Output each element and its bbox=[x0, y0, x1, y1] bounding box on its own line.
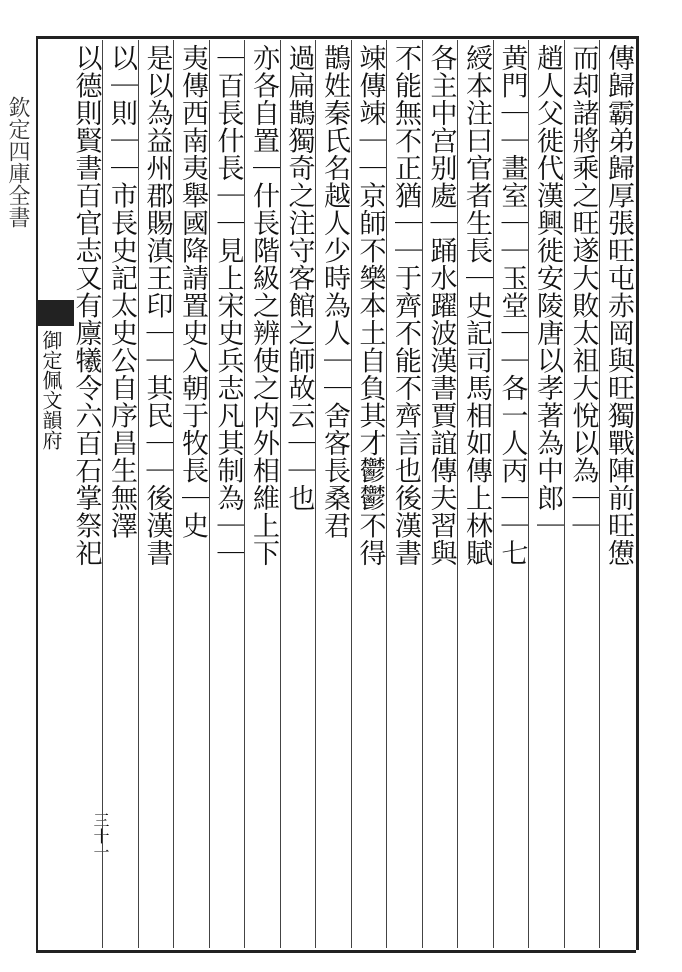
column-rule bbox=[599, 40, 600, 948]
column-rule bbox=[386, 40, 387, 948]
frame-bottom-border bbox=[36, 950, 636, 953]
column-text: 趙人父徙代漢興徙安陵唐以孝著為中郎｜ bbox=[532, 44, 563, 539]
column-rule bbox=[280, 40, 281, 948]
column-text: 傳歸霸弟歸厚張旺屯赤岡與旺獨戰陣前旺憊 bbox=[603, 44, 634, 567]
column-rule bbox=[209, 40, 210, 948]
column-rule bbox=[138, 40, 139, 948]
frame-left-border bbox=[36, 36, 38, 950]
column-text: 各主中宫别處｜踊水躍波漢書賈誼傳夫習與 bbox=[425, 44, 457, 567]
column-rule bbox=[457, 40, 458, 948]
text-column bbox=[423, 44, 459, 944]
column-rule bbox=[351, 40, 352, 948]
text-column bbox=[494, 44, 530, 944]
column-text: 而却諸將乘之旺遂大敗太祖大悅以為｜｜ bbox=[567, 44, 599, 539]
text-column bbox=[281, 44, 317, 944]
column-rule bbox=[564, 40, 565, 948]
column-text: 鵲姓秦氏名越人少時為人｜｜舍客長桑君 bbox=[319, 44, 350, 539]
text-column bbox=[210, 44, 246, 944]
frame-top-border bbox=[36, 36, 636, 39]
gutter-edge-text: 欽定四庫全書 bbox=[5, 96, 30, 228]
page-number: 三十一 bbox=[91, 812, 110, 860]
text-column bbox=[103, 44, 139, 944]
text-column bbox=[68, 44, 104, 944]
column-text: 竦傳竦｜｜京師不樂本土自負其才鬱鬱不得 bbox=[354, 44, 386, 567]
column-text: 以｜則｜｜市長史記太史公自序昌生無澤 bbox=[106, 44, 137, 539]
text-column bbox=[387, 44, 423, 944]
column-rule bbox=[102, 40, 103, 948]
column-rule bbox=[173, 40, 174, 948]
column-text: 亦各自置｜什長階級之辨使之内外相維上下 bbox=[248, 44, 279, 567]
text-column bbox=[600, 44, 636, 944]
text-column bbox=[565, 44, 601, 944]
book-title-imprint: 御定佩文韻府 bbox=[39, 330, 63, 450]
text-column bbox=[139, 44, 175, 944]
column-rule bbox=[315, 40, 316, 948]
column-rule bbox=[422, 40, 423, 948]
text-column bbox=[352, 44, 388, 944]
frame-right-border bbox=[636, 36, 639, 950]
column-rule bbox=[528, 40, 529, 948]
column-rule bbox=[244, 40, 245, 948]
column-text: ｜百長什長｜｜見上宋史兵志凡其制為｜｜ bbox=[212, 44, 244, 567]
text-column bbox=[529, 44, 565, 944]
column-text: 綬本注曰官者生長｜史記司馬相如傳上林賦 bbox=[461, 44, 492, 567]
column-text: 不能無不正猶｜｜于齊不能不齊言也後漢書 bbox=[390, 44, 421, 567]
column-text: 夷傳西南夷舉國降請置史入朝于牧長｜史 bbox=[177, 44, 208, 539]
text-column bbox=[174, 44, 210, 944]
column-rule bbox=[493, 40, 494, 948]
text-column bbox=[316, 44, 352, 944]
column-text: 以德則賢書百官志又有廪犧令六百石掌祭祀 bbox=[70, 44, 102, 567]
text-column bbox=[245, 44, 281, 944]
column-text: 過扁鵲獨奇之注守客館之師故云｜｜也 bbox=[283, 44, 315, 512]
text-column bbox=[458, 44, 494, 944]
column-text: 黄門｜｜畫室｜｜玉堂｜｜各一人丙｜｜七 bbox=[496, 44, 528, 567]
page-gutter bbox=[0, 36, 36, 950]
column-text: 是以為益州郡賜滇王印｜｜其民｜｜後漢書 bbox=[141, 44, 173, 567]
